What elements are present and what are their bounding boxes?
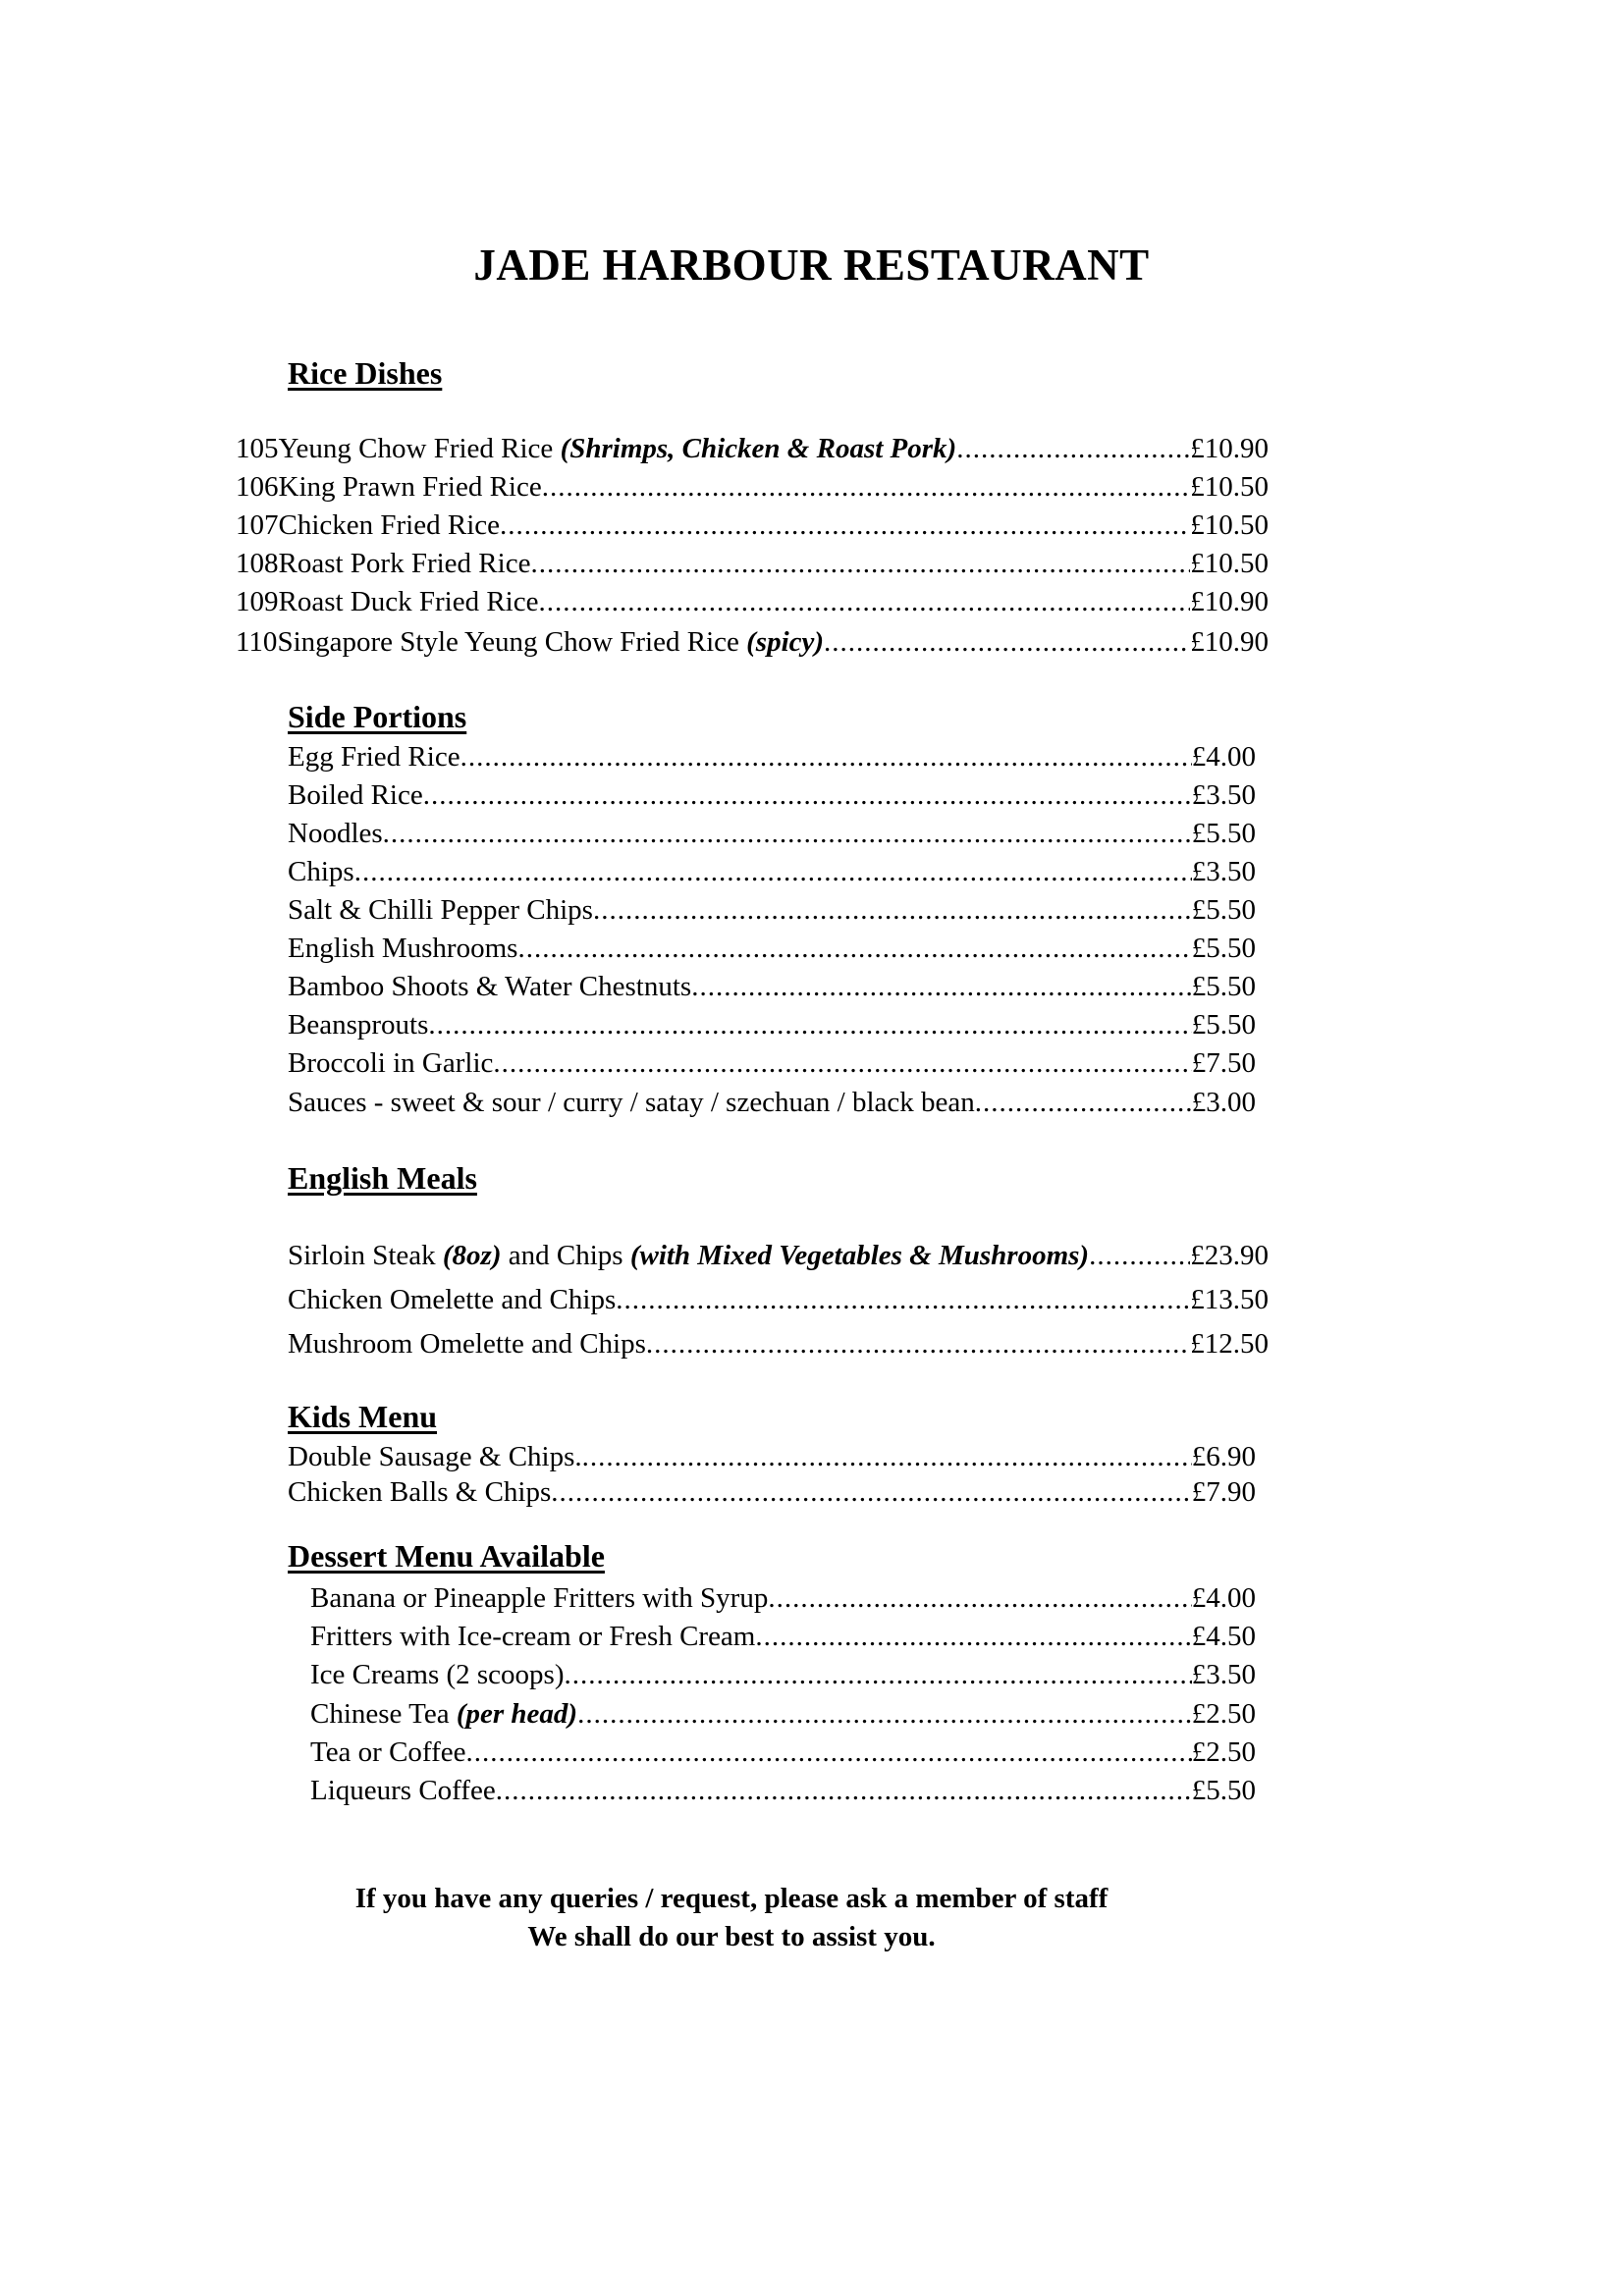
dessert-item	[310, 1656, 1256, 1693]
item-price: £5.50	[1191, 1009, 1256, 1041]
item-number: 106	[236, 471, 279, 503]
dot-leader	[755, 1618, 1191, 1655]
dessert-item	[310, 1618, 1256, 1655]
item-price: £3.50	[1191, 856, 1256, 887]
item-name: Beansprouts	[288, 1009, 429, 1041]
dot-leader	[1089, 1237, 1190, 1274]
dot-leader	[975, 1084, 1192, 1121]
rice-item-110	[236, 623, 1269, 661]
item-name: English Mushrooms	[288, 933, 518, 964]
item-price: £5.50	[1191, 933, 1256, 964]
item-price: £2.50	[1191, 1698, 1256, 1730]
item-name: Liqueurs Coffee	[310, 1775, 496, 1806]
item-name: Chips	[288, 856, 354, 887]
item-price: £5.50	[1191, 818, 1256, 849]
footer-note-line-2: We shall do our best to assist you.	[527, 1921, 936, 1952]
item-price: £10.90	[1190, 626, 1269, 658]
english-item	[288, 1281, 1269, 1318]
item-name: Sauces - sweet & sour / curry / satay / szechuan / black bean	[288, 1087, 975, 1118]
item-name: Salt & Chilli Pepper Chips	[288, 894, 593, 926]
item-name: Mushroom Omelette and Chips	[288, 1328, 646, 1360]
dessert-menu-heading: Dessert Menu Available	[288, 1538, 605, 1574]
dot-leader	[428, 1006, 1191, 1043]
dot-leader	[616, 1281, 1190, 1318]
item-price: £5.50	[1191, 971, 1256, 1002]
item-number: 105	[236, 433, 279, 464]
dot-leader	[565, 1656, 1192, 1693]
rice-item-108	[236, 545, 1269, 582]
side-item	[288, 1084, 1256, 1121]
item-name: Boiled Rice	[288, 779, 423, 811]
dot-leader	[460, 738, 1192, 775]
dot-leader	[691, 968, 1192, 1005]
item-name: Chicken Balls & Chips	[288, 1476, 552, 1508]
item-name: Roast Duck Fried Rice	[278, 586, 539, 617]
rice-item-109	[236, 583, 1269, 620]
dot-leader	[500, 507, 1190, 544]
item-name: Bamboo Shoots & Water Chestnuts	[288, 971, 692, 1002]
dot-leader	[824, 623, 1190, 661]
item-name: Fritters with Ice-cream or Fresh Cream	[310, 1621, 756, 1652]
rice-item-105	[236, 430, 1269, 467]
item-name: Chinese Tea (per head)	[310, 1698, 578, 1730]
dot-leader	[465, 1734, 1191, 1771]
dot-leader	[423, 776, 1192, 814]
dot-leader	[768, 1579, 1191, 1617]
item-price: £7.90	[1191, 1476, 1256, 1508]
item-name: Egg Fried Rice	[288, 741, 460, 773]
dot-leader	[551, 1473, 1192, 1511]
item-name: Chicken Omelette and Chips	[288, 1284, 617, 1315]
item-price: £23.90	[1190, 1240, 1269, 1271]
item-price: £4.00	[1191, 1582, 1256, 1614]
side-item	[288, 776, 1256, 814]
item-price: £4.00	[1191, 741, 1256, 773]
item-price: £3.00	[1191, 1087, 1256, 1118]
item-price: £10.90	[1190, 433, 1269, 464]
item-price: £5.50	[1191, 894, 1256, 926]
english-item	[288, 1325, 1269, 1362]
footer-note-line-1: If you have any queries / request, please ask a member of staff	[354, 1883, 1109, 1914]
rice-item-107	[236, 507, 1269, 544]
dot-leader	[496, 1772, 1192, 1809]
item-price: £10.50	[1190, 509, 1269, 541]
item-price: £3.50	[1191, 1659, 1256, 1690]
side-item	[288, 930, 1256, 967]
dot-leader	[493, 1044, 1191, 1082]
item-number: 109	[236, 586, 279, 617]
item-number: 110	[236, 626, 278, 658]
dot-leader	[646, 1325, 1190, 1362]
side-portions-heading: Side Portions	[288, 699, 467, 734]
item-price: £4.50	[1191, 1621, 1256, 1652]
item-name: Ice Creams (2 scoops)	[310, 1659, 565, 1690]
side-item	[288, 1044, 1256, 1082]
kids-item	[288, 1438, 1256, 1475]
side-item	[288, 853, 1256, 890]
item-name: Double Sausage & Chips.	[288, 1441, 582, 1472]
item-name: Tea or Coffee	[310, 1736, 466, 1768]
english-meals-heading: English Meals	[288, 1160, 477, 1196]
restaurant-title: JADE HARBOUR RESTAURANT	[473, 240, 1150, 290]
english-item	[288, 1237, 1269, 1274]
side-item	[288, 738, 1256, 775]
item-name: King Prawn Fried Rice	[278, 471, 542, 503]
item-name: Chicken Fried Rice	[278, 509, 501, 541]
dot-leader	[582, 1438, 1192, 1475]
dot-leader	[517, 930, 1191, 967]
item-name: Broccoli in Garlic	[288, 1047, 494, 1079]
item-name: Roast Pork Fried Rice	[278, 548, 531, 579]
dessert-item	[310, 1772, 1256, 1809]
item-price: £12.50	[1190, 1328, 1269, 1360]
dot-leader	[577, 1695, 1192, 1733]
dessert-item	[310, 1695, 1256, 1733]
side-item	[288, 815, 1256, 852]
item-price: £10.50	[1190, 471, 1269, 503]
dot-leader	[542, 468, 1191, 506]
rice-item-106	[236, 468, 1269, 506]
item-number: 107	[236, 509, 279, 541]
dot-leader	[383, 815, 1192, 852]
kids-item	[288, 1473, 1256, 1511]
kids-menu-heading: Kids Menu	[288, 1399, 438, 1434]
rice-dishes-heading: Rice Dishes	[288, 355, 443, 391]
item-price: £2.50	[1191, 1736, 1256, 1768]
side-item	[288, 891, 1256, 929]
item-price: £5.50	[1191, 1775, 1256, 1806]
item-name: Singapore Style Yeung Chow Fried Rice (spicy)	[277, 626, 825, 658]
dessert-item	[310, 1734, 1256, 1771]
dot-leader	[538, 583, 1190, 620]
dot-leader	[530, 545, 1190, 582]
item-name: Banana or Pineapple Fritters with Syrup	[310, 1582, 769, 1614]
item-price: £10.90	[1190, 586, 1269, 617]
item-price: £7.50	[1191, 1047, 1256, 1079]
side-item	[288, 1006, 1256, 1043]
side-item	[288, 968, 1256, 1005]
dot-leader	[956, 430, 1190, 467]
item-price: £6.90	[1191, 1441, 1256, 1472]
item-number: 108	[236, 548, 279, 579]
item-price: £3.50	[1191, 779, 1256, 811]
dessert-item	[310, 1579, 1256, 1617]
dot-leader	[354, 853, 1192, 890]
item-price: £10.50	[1190, 548, 1269, 579]
item-name: Noodles	[288, 818, 383, 849]
item-price: £13.50	[1190, 1284, 1269, 1315]
item-name: Sirloin Steak (8oz) and Chips (with Mixed Vegetables & Mushrooms)	[288, 1240, 1090, 1271]
dot-leader	[593, 891, 1192, 929]
item-name: Yeung Chow Fried Rice (Shrimps, Chicken & Roast Pork)	[278, 433, 957, 464]
